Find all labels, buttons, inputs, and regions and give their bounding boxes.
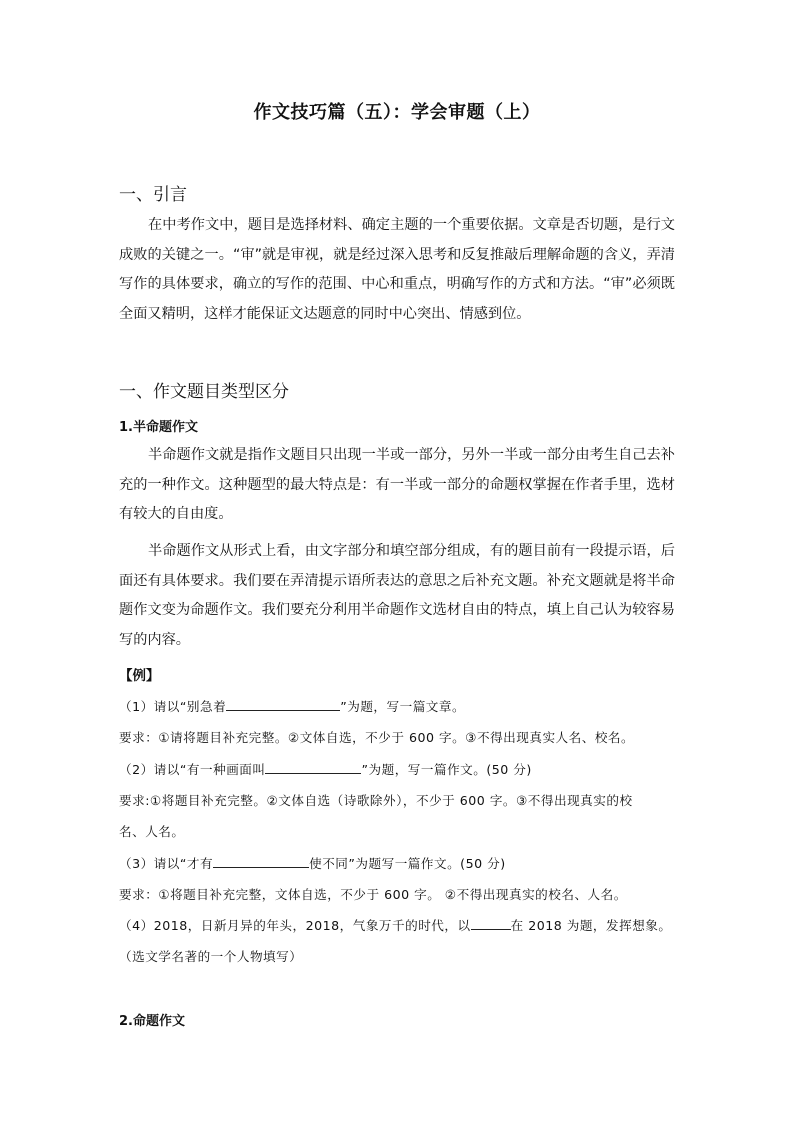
subheading-full-title: 2.命题作文 <box>119 1014 185 1029</box>
example-2-prefix: （2）请以“有一种画面叫 <box>119 762 266 777</box>
example-tag: 【例】 <box>119 668 160 684</box>
example-1-suffix: ”为题，写一篇文章。 <box>340 699 466 714</box>
example-3-requirements: 要求：①将题目补充完整，文体自选，不少于 600 字。 ②不得出现真实的校名、人名。 <box>119 887 627 902</box>
example-2-blank <box>265 761 361 774</box>
example-4-prefix: （4）2018，日新月异的年头，2018，气象万千的时代，以 <box>119 918 471 933</box>
example-4-blank <box>471 917 511 930</box>
section-heading-types: 一、作文题目类型区分 <box>119 382 289 402</box>
example-4-note: （选文学名著的一个人物填写） <box>119 949 303 964</box>
half-title-paragraph-1: 半命题作文就是指作文题目只出现一半或一部分，另外一半或一部分由考生自己去补充的一种作文。这种题型的最大特点是：有一半或一部分的命题权掌握在作者手里，选材有较大的自由度。 <box>119 447 675 522</box>
example-3-blank <box>213 855 309 868</box>
example-2-prompt <box>119 759 532 778</box>
subheading-half-title: 1.半命题作文 <box>119 420 198 435</box>
example-4-suffix: 在 2018 为题，发挥想象。 <box>510 918 672 933</box>
half-title-paragraph-2: 半命题作文从形式上看，由文字部分和填空部分组成，有的题目前有一段提示语，后面还有具体要求。我们要在弄清提示语所表达的意思之后补充文题。补充文题就是将半命题作文变为命题作文。我们要充分利用半命题作文选材自由的特点，填上自己认为较容易写的内容。 <box>119 543 675 648</box>
example-2-suffix: ”为题，写一篇作文。(50 分) <box>361 762 532 777</box>
example-4-prompt <box>119 915 672 934</box>
document-title: 作文技巧篇（五）：学会审题（上） <box>253 102 541 123</box>
intro-paragraph: 在中考作文中，题目是选择材料、确定主题的一个重要依据。文章是否切题，是行文成败的关键之一。“审”就是审视，就是经过深入思考和反复推敲后理解命题的含义，弄清写作的具体要求，确立的写作的范围、中心和重点，明确写作的方式和方法。“审”必须既全面又精明，这样才能保证文达题意的同时中心突出、情感到位。 <box>119 217 675 322</box>
example-3-prefix: （3）请以“才有 <box>119 856 214 871</box>
example-3-prompt <box>119 853 506 872</box>
section-heading-intro: 一、引言 <box>119 185 187 205</box>
example-1-prefix: （1）请以“别急着 <box>119 699 227 714</box>
example-3-suffix: 使不同”为题写一篇作文。(50 分) <box>309 856 506 871</box>
example-1-requirements: 要求：①请将题目补充完整。②文体自选，不少于 600 字。③不得出现真实人名、校名。 <box>119 730 635 745</box>
example-2-requirements-line-2: 名、人名。 <box>119 824 185 839</box>
example-1-prompt <box>119 696 465 715</box>
example-1-blank <box>226 698 340 711</box>
example-2-requirements-line-1: 要求:①将题目补充完整。②文体自选（诗歌除外），不少于 600 字。③不得出现真实的校 <box>119 793 633 808</box>
